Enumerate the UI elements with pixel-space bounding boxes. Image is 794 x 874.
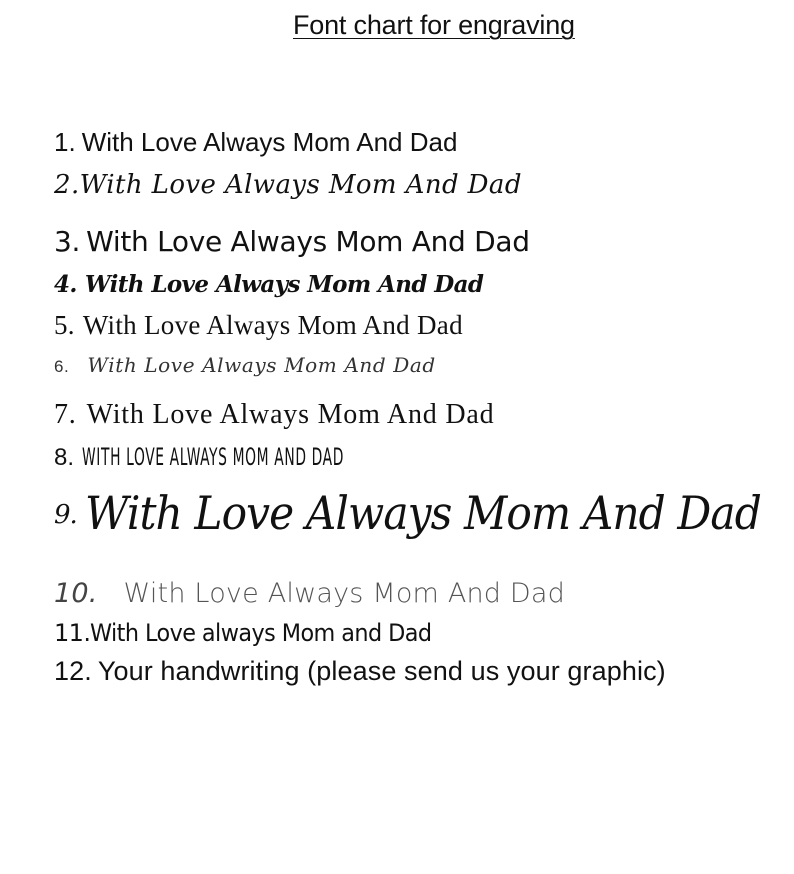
sample-number: 9. bbox=[54, 500, 77, 530]
sample-number: 4. bbox=[54, 271, 77, 298]
font-sample-11 bbox=[54, 621, 458, 645]
sample-text: With Love Always Mom And Dad bbox=[87, 353, 436, 377]
font-sample-6 bbox=[54, 355, 436, 375]
sample-number: 1. bbox=[54, 127, 76, 157]
font-sample-10 bbox=[54, 580, 565, 607]
sample-number: 12. bbox=[54, 656, 92, 686]
sample-text: With Love Always Mom And Dad bbox=[81, 127, 458, 157]
sample-number: 8. bbox=[54, 444, 75, 471]
sample-text: With Love Always Mom And Dad bbox=[84, 486, 761, 540]
sample-text: With Love Always Mom And Dad bbox=[79, 170, 522, 200]
sample-number: 2. bbox=[54, 170, 80, 200]
font-sample-1 bbox=[54, 129, 457, 155]
font-sample-4 bbox=[54, 273, 483, 296]
font-sample-8 bbox=[54, 445, 491, 470]
sample-number: 11. bbox=[54, 619, 91, 647]
sample-number: 7. bbox=[54, 399, 77, 430]
font-sample-9 bbox=[54, 486, 794, 540]
sample-text: Your handwriting (please send us your graphic) bbox=[97, 656, 666, 686]
font-sample-5 bbox=[54, 312, 463, 339]
sample-number: 3. bbox=[54, 225, 81, 258]
page-title: Font chart for engraving bbox=[293, 10, 575, 40]
font-sample-12 bbox=[54, 658, 666, 685]
sample-text: With Love always Mom and Dad bbox=[90, 619, 432, 647]
font-sample-7 bbox=[54, 401, 494, 429]
sample-text: With Love Always Mom And Dad bbox=[123, 578, 565, 609]
font-sample-3 bbox=[54, 225, 530, 258]
sample-number: 10. bbox=[54, 578, 98, 609]
sample-text: WITH LOVE ALWAYS MOM AND DAD bbox=[82, 443, 345, 471]
sample-number: 6. bbox=[54, 357, 70, 376]
sample-text: With Love Always Mom And Dad bbox=[82, 310, 463, 340]
sample-number: 5. bbox=[54, 310, 75, 340]
font-sample-2 bbox=[54, 172, 522, 198]
sample-text: With Love Always Mom And Dad bbox=[84, 271, 484, 298]
sample-text: With Love Always Mom And Dad bbox=[86, 399, 495, 430]
sample-text: With Love Always Mom And Dad bbox=[86, 225, 530, 258]
